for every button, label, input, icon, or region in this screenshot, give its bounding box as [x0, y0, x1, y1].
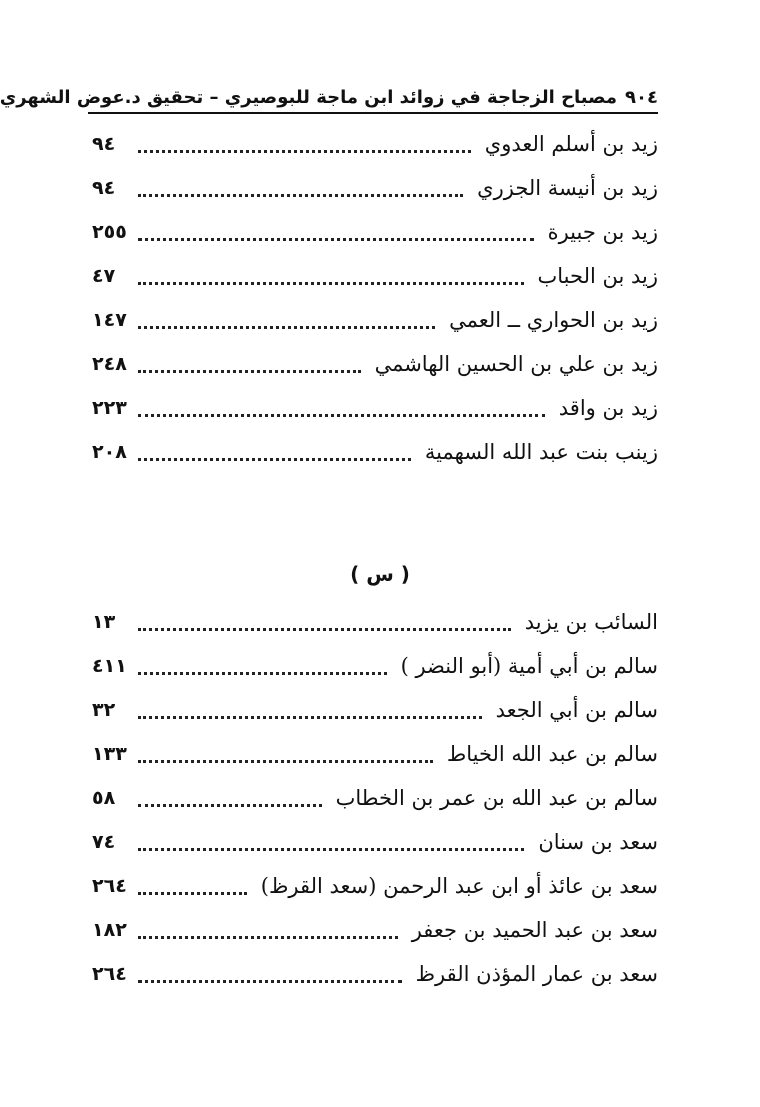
entry-name: زيد بن الحواري ــ العمي	[449, 308, 658, 332]
leader-dots	[138, 626, 511, 631]
leader-dots	[138, 368, 361, 373]
leader-dots	[138, 412, 545, 417]
leader-dots	[138, 456, 411, 461]
entry-name: زيد بن أنيسة الجزري	[477, 176, 658, 200]
section-heading-sin: ( س )	[350, 562, 410, 586]
entry-page: ٢٢٣	[92, 397, 127, 419]
entry-name: زيد بن علي بن الحسين الهاشمي	[374, 352, 658, 376]
entry-page: ٢٦٤	[92, 875, 127, 897]
entry-name: سعد بن عائذ أو ابن عبد الرحمن (سعد القرظ)	[260, 874, 658, 898]
leader-dots	[138, 324, 435, 329]
entry-name: سالم بن أبي أمية (أبو النضر )	[400, 654, 658, 678]
entry-name: سعد بن سنان	[538, 830, 658, 854]
index-entry	[92, 342, 658, 386]
entry-page: ٢٠٨	[92, 441, 127, 463]
index-entry	[92, 298, 658, 342]
entry-page: ٧٤	[92, 831, 116, 853]
index-entry	[92, 386, 658, 430]
index-entry	[92, 820, 658, 864]
leader-dots	[138, 890, 247, 895]
entry-name: سالم بن عبد الله بن عمر بن الخطاب	[335, 786, 658, 810]
entry-page: ٢٤٨	[92, 353, 127, 375]
index-entry	[92, 210, 658, 254]
leader-dots	[138, 802, 322, 807]
leader-dots	[138, 758, 433, 763]
entry-page: ٩٤	[92, 133, 116, 155]
index-list-zay	[92, 122, 658, 474]
leader-dots	[138, 280, 524, 285]
leader-dots	[138, 978, 402, 983]
index-entry	[92, 644, 658, 688]
page-number: ٩٠٤	[625, 87, 658, 108]
entry-page: ٤١١	[92, 655, 127, 677]
leader-dots	[138, 148, 471, 153]
entry-page: ٣٢	[92, 699, 116, 721]
book-title: مصباح الزجاجة في زوائد ابن ماجة للبوصيري – تحقيق د.عوض الشهري	[0, 87, 618, 108]
index-entry	[92, 600, 658, 644]
index-entry	[92, 430, 658, 474]
entry-name: زيد بن واقد	[558, 396, 658, 420]
entry-name: زيد بن أسلم العدوي	[484, 132, 658, 156]
entry-name: زينب بنت عبد الله السهمية	[424, 440, 658, 464]
leader-dots	[138, 192, 463, 197]
running-header	[0, 84, 658, 114]
entry-name: زيد بن الحباب	[537, 264, 658, 288]
leader-dots	[138, 714, 482, 719]
index-list-sin	[92, 600, 658, 996]
entry-page: ٩٤	[92, 177, 116, 199]
entry-name: سعد بن عمار المؤذن القرظ	[415, 962, 658, 986]
entry-page: ٤٧	[92, 265, 116, 287]
index-entry	[92, 166, 658, 210]
leader-dots	[138, 236, 534, 241]
index-entry	[92, 254, 658, 298]
entry-page: ٢٥٥	[92, 221, 127, 243]
entry-page: ١٨٢	[92, 919, 127, 941]
index-entry	[92, 864, 658, 908]
index-entry	[92, 688, 658, 732]
entry-name: زيد بن جبيرة	[547, 220, 658, 244]
entry-page: ١٣	[92, 611, 116, 633]
index-entry	[92, 908, 658, 952]
entry-page: ١٤٧	[92, 309, 127, 331]
entry-page: ١٣٣	[92, 743, 127, 765]
leader-dots	[138, 846, 524, 851]
index-entry	[92, 122, 658, 166]
index-entry	[92, 732, 658, 776]
entry-name: السائب بن يزيد	[524, 610, 658, 634]
entry-page: ٥٨	[92, 787, 116, 809]
entry-page: ٢٦٤	[92, 963, 127, 985]
leader-dots	[138, 670, 387, 675]
entry-name: سالم بن أبي الجعد	[495, 698, 658, 722]
leader-dots	[138, 934, 398, 939]
index-entry	[92, 776, 658, 820]
entry-name: سعد بن عبد الحميد بن جعفر	[411, 918, 658, 942]
index-entry	[92, 952, 658, 996]
entry-name: سالم بن عبد الله الخياط	[446, 742, 658, 766]
